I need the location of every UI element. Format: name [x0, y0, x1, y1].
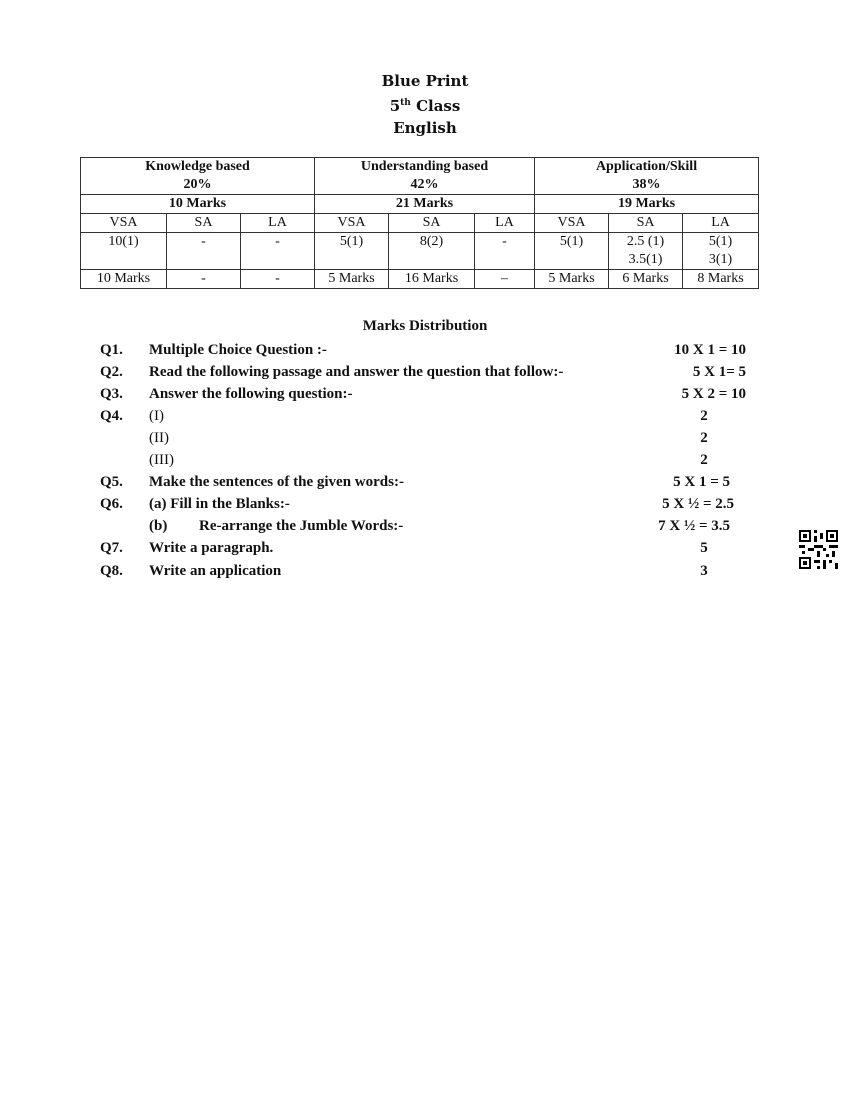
subheader-cell: LA	[241, 214, 315, 233]
question-text: Write a paragraph.	[149, 540, 274, 556]
question-number: Q3.	[100, 386, 123, 402]
question-text: Multiple Choice Question :-	[149, 342, 327, 358]
marks-distribution-title: Marks Distribution	[362, 318, 488, 334]
question-number: Q5.	[100, 474, 123, 490]
section-understanding	[315, 158, 535, 195]
count-cell: 5(1)	[315, 233, 389, 270]
question-text: (III)	[149, 452, 174, 468]
marks-cell: –	[475, 270, 535, 289]
grade-suffix: th	[400, 98, 411, 108]
question-text: (I)	[149, 408, 164, 424]
count-row	[81, 233, 759, 270]
marks-cell: 16 Marks	[389, 270, 475, 289]
question-number: Q4.	[100, 408, 123, 424]
question-marks: 2	[700, 408, 708, 424]
question-marks: 5 X 1 = 5	[673, 474, 730, 490]
section-name: Knowledge based	[145, 159, 250, 174]
subheader-cell: SA	[609, 214, 683, 233]
doc-grade	[0, 92, 850, 117]
count-cell: 5(1) 3(1)	[683, 233, 759, 270]
question-marks: 5 X ½ = 2.5	[662, 496, 734, 512]
question-marks: 3	[700, 563, 708, 579]
question-marks: 5	[700, 540, 708, 556]
section-percent: 38%	[632, 177, 661, 192]
question-marks: 5 X 1= 5	[692, 364, 746, 380]
qr-code-icon[interactable]	[799, 530, 838, 569]
subheader-row	[81, 214, 759, 233]
section-percent: 20%	[183, 177, 212, 192]
section-header-row	[81, 158, 759, 195]
question-number: Q1.	[100, 342, 123, 358]
count-cell: 10(1)	[81, 233, 167, 270]
marks-row	[81, 270, 759, 289]
question-row	[100, 537, 760, 559]
count-cell: 8(2)	[389, 233, 475, 270]
blueprint-table	[80, 157, 759, 289]
count-cell: 2.5 (1) 3.5(1)	[609, 233, 683, 270]
subheader-cell: SA	[167, 214, 241, 233]
question-row	[100, 339, 760, 361]
grade-word: Class	[416, 97, 461, 115]
count-cell: -	[241, 233, 315, 270]
question-row	[100, 361, 760, 383]
marks-cell: 6 Marks	[609, 270, 683, 289]
question-text: (II)	[149, 430, 169, 446]
question-marks: 7 X ½ = 3.5	[658, 518, 730, 534]
question-marks: 2	[700, 452, 708, 468]
subheader-cell: SA	[389, 214, 475, 233]
question-row	[100, 449, 760, 471]
section-application	[535, 158, 759, 195]
marks-cell: 8 Marks	[683, 270, 759, 289]
question-text-group	[149, 515, 403, 537]
question-row	[100, 427, 760, 449]
question-number: Q7.	[100, 540, 123, 556]
subheader-cell: VSA	[315, 214, 389, 233]
question-number: Q8.	[100, 563, 123, 579]
subheader-cell: LA	[475, 214, 535, 233]
question-text: Read the following passage and answer the question that follow:-	[149, 364, 564, 380]
question-marks: 5 X 2 = 10	[681, 386, 746, 402]
marks-cell: -	[167, 270, 241, 289]
question-text: Write an application	[149, 563, 282, 579]
marks-cell: -	[241, 270, 315, 289]
sub-part-label: (b)	[149, 518, 168, 534]
section-marks-row	[81, 195, 759, 214]
section-marks: 21 Marks	[315, 195, 535, 214]
question-number: Q6.	[100, 496, 123, 512]
question-text: Answer the following question:-	[149, 386, 353, 402]
section-marks: 10 Marks	[81, 195, 315, 214]
section-knowledge	[81, 158, 315, 195]
subheader-cell: VSA	[81, 214, 167, 233]
question-text: (a) Fill in the Blanks:-	[149, 496, 290, 512]
question-row	[100, 493, 760, 515]
document-header	[0, 70, 850, 139]
question-row	[100, 515, 760, 537]
doc-title: Blue Print	[381, 72, 469, 90]
question-marks: 10 X 1 = 10	[674, 342, 746, 358]
question-row	[100, 471, 760, 493]
section-percent: 42%	[410, 177, 439, 192]
grade-number: 5	[389, 97, 401, 115]
doc-subject: English	[393, 119, 457, 137]
question-row	[100, 405, 760, 427]
question-text: Re-arrange the Jumble Words:-	[199, 518, 404, 534]
question-number: Q2.	[100, 364, 123, 380]
subheader-cell: VSA	[535, 214, 609, 233]
question-text: Make the sentences of the given words:-	[149, 474, 404, 490]
count-cell: 5(1)	[535, 233, 609, 270]
marks-cell: 5 Marks	[315, 270, 389, 289]
section-name: Understanding based	[360, 159, 489, 174]
count-cell: -	[167, 233, 241, 270]
section-name: Application/Skill	[595, 159, 698, 174]
section-marks: 19 Marks	[535, 195, 759, 214]
subheader-cell: LA	[683, 214, 759, 233]
question-row	[100, 560, 760, 582]
count-cell: -	[475, 233, 535, 270]
marks-cell: 5 Marks	[535, 270, 609, 289]
question-marks: 2	[700, 430, 708, 446]
question-row	[100, 383, 760, 405]
marks-cell: 10 Marks	[81, 270, 167, 289]
